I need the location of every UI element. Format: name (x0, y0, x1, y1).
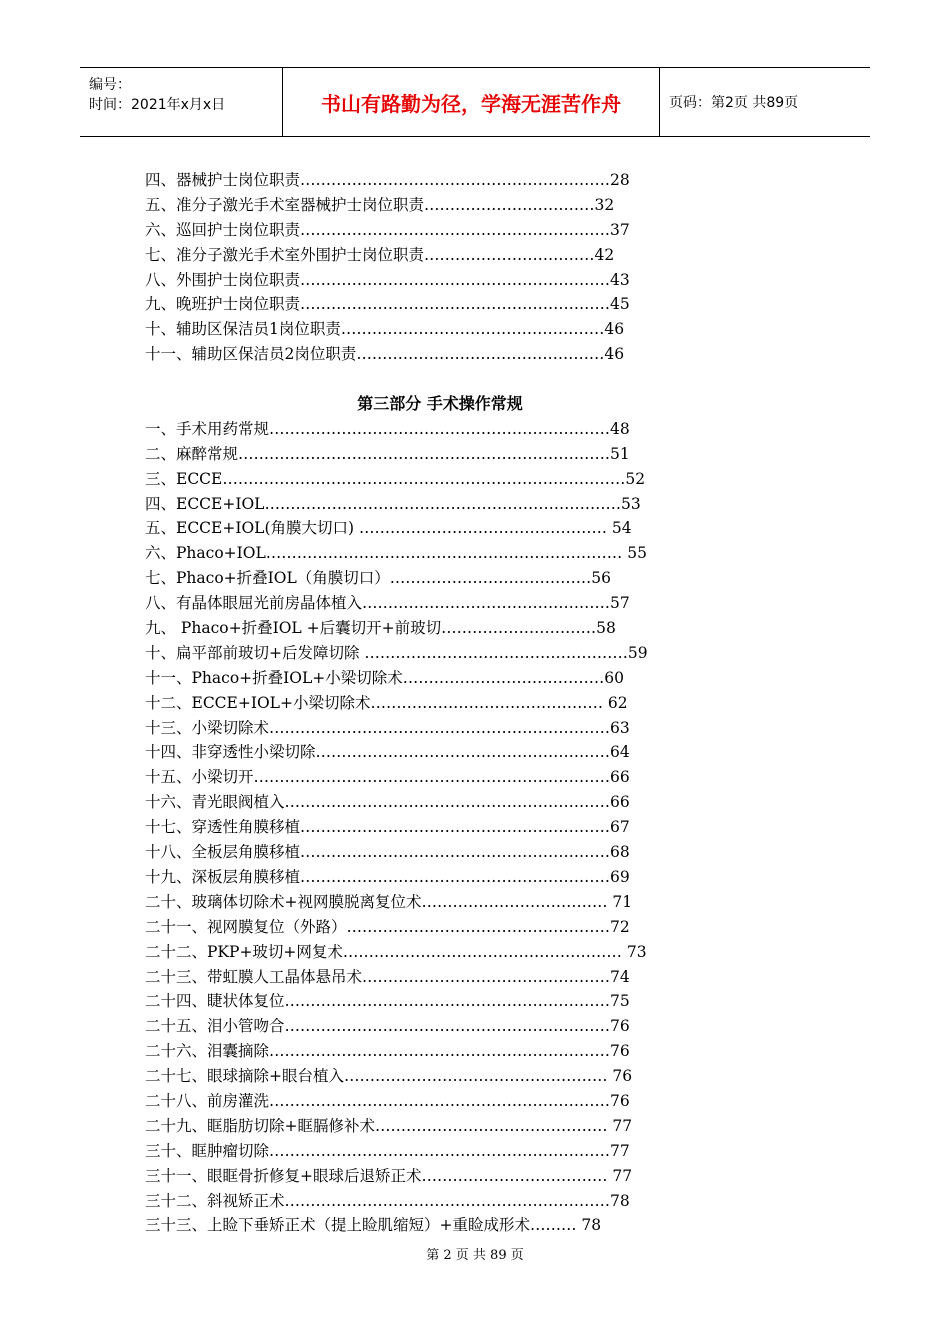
toc-entry: 九、 Phaco+折叠IOL +后囊切开+前玻切…………………………58 (145, 619, 616, 638)
toc-entry: 十四、非穿透性小梁切除…………………………………………………64 (145, 743, 630, 762)
toc-entry: 二十一、视网膜复位（外路）……………………………………………72 (145, 917, 630, 936)
header-meta (80, 68, 283, 136)
toc-entry: 二十三、带虹膜人工晶体悬吊术…………………………………………74 (145, 967, 630, 986)
page-footer: 第 2 页 共 89 页 (426, 1248, 524, 1263)
toc-entry: 三十一、眼眶骨折修复+眼球后退矫正术……………………………… 77 (145, 1166, 633, 1185)
toc-entry: 十九、深板层角膜移植……………………………………………………69 (145, 867, 630, 886)
toc-entry: 二十七、眼球摘除+眼台植入…………………………………………… 76 (145, 1067, 633, 1086)
toc-entry: 十五、小梁切开……………………………………………………………66 (145, 768, 630, 787)
time-label: 时间：2021年x月x日 (89, 97, 226, 113)
toc-entry: 十八、全板层角膜移植……………………………………………………68 (145, 843, 630, 862)
toc-entry: 七、Phaco+折叠IOL（角膜切口）…………………………………56 (145, 569, 611, 588)
toc-entry: 二十、玻璃体切除术+视网膜脱离复位术……………………………… 71 (145, 892, 633, 911)
toc-entry: 十一、Phaco+折叠IOL+小梁切除术…………………………………60 (145, 668, 624, 687)
code-label: 编号： (89, 77, 131, 93)
toc-part2-list (145, 168, 745, 367)
toc-entry: 三十、眶肿瘤切除…………………………………………………………77 (145, 1141, 630, 1160)
toc-entry: 七、准分子激光手术室外围护士岗位职责……………………………42 (145, 245, 615, 264)
toc-entry: 八、有晶体眼屈光前房晶体植入…………………………………………57 (145, 594, 630, 613)
toc-entry: 三、ECCE……………………………………………………………………52 (145, 469, 646, 488)
toc-entry: 四、器械护士岗位职责……………………………………………………28 (145, 171, 630, 189)
toc-entry: 十三、小梁切除术…………………………………………………………63 (145, 718, 630, 737)
toc-entry: 二十八、前房灌洗…………………………………………………………76 (145, 1091, 630, 1110)
toc-entry: 四、ECCE+IOL……………………………………………………………53 (145, 494, 641, 513)
page-header (80, 67, 870, 137)
toc-entry: 一、手术用药常规…………………………………………………………48 (145, 419, 630, 438)
toc-entry: 九、晚班护士岗位职责……………………………………………………45 (145, 295, 630, 314)
toc-entry: 十一、辅助区保洁员2岗位职责…………………………………………46 (145, 345, 625, 364)
toc-entry: 六、Phaco+IOL…………………………………………………………… 55 (145, 544, 647, 563)
section-gap (145, 367, 745, 392)
toc-entry: 三十二、斜视矫正术………………………………………………………78 (145, 1191, 630, 1210)
header-page-info: 页码：第2页 共89页 (669, 95, 799, 111)
toc-entry: 六、巡回护士岗位职责……………………………………………………37 (145, 220, 630, 239)
toc-entry: 二十五、泪小管吻合………………………………………………………76 (145, 1017, 630, 1036)
toc-entry: 二十二、PKP+玻切+网复术……………………………………………… 73 (145, 942, 647, 961)
toc-entry: 二十四、睫状体复位………………………………………………………75 (145, 992, 630, 1011)
toc-entry: 十七、穿透性角膜移植……………………………………………………67 (145, 818, 630, 837)
table-of-contents (145, 168, 745, 1238)
part3-title: 第三部分 手术操作常规 (357, 394, 523, 414)
toc-entry: 二十九、眶脂肪切除+眶膈修补术……………………………………… 77 (145, 1116, 633, 1135)
toc-entry: 十六、青光眼阀植入………………………………………………………66 (145, 793, 630, 812)
header-motto: 书山有路勤为径，学海无涯苦作舟 (283, 68, 660, 136)
toc-entry: 二、麻醉常规………………………………………………………………51 (145, 444, 630, 463)
toc-entry: 十、扁平部前玻切+后发障切除 ……………………………………………59 (145, 643, 648, 662)
toc-entry: 八、外围护士岗位职责……………………………………………………43 (145, 270, 630, 289)
toc-entry: 十二、ECCE+IOL+小梁切除术……………………………………… 62 (145, 693, 628, 712)
toc-entry: 十、辅助区保洁员1岗位职责……………………………………………46 (145, 320, 625, 339)
toc-part3-list (145, 417, 745, 1238)
toc-entry: 三十三、上睑下垂矫正术（提上睑肌缩短）+重睑成形术……… 78 (145, 1216, 602, 1235)
toc-entry: 二十六、泪囊摘除…………………………………………………………76 (145, 1042, 630, 1061)
toc-entry: 五、ECCE+IOL(角膜大切口) ………………………………………… 54 (145, 519, 632, 538)
toc-entry: 五、准分子激光手术室器械护士岗位职责……………………………32 (145, 195, 615, 214)
